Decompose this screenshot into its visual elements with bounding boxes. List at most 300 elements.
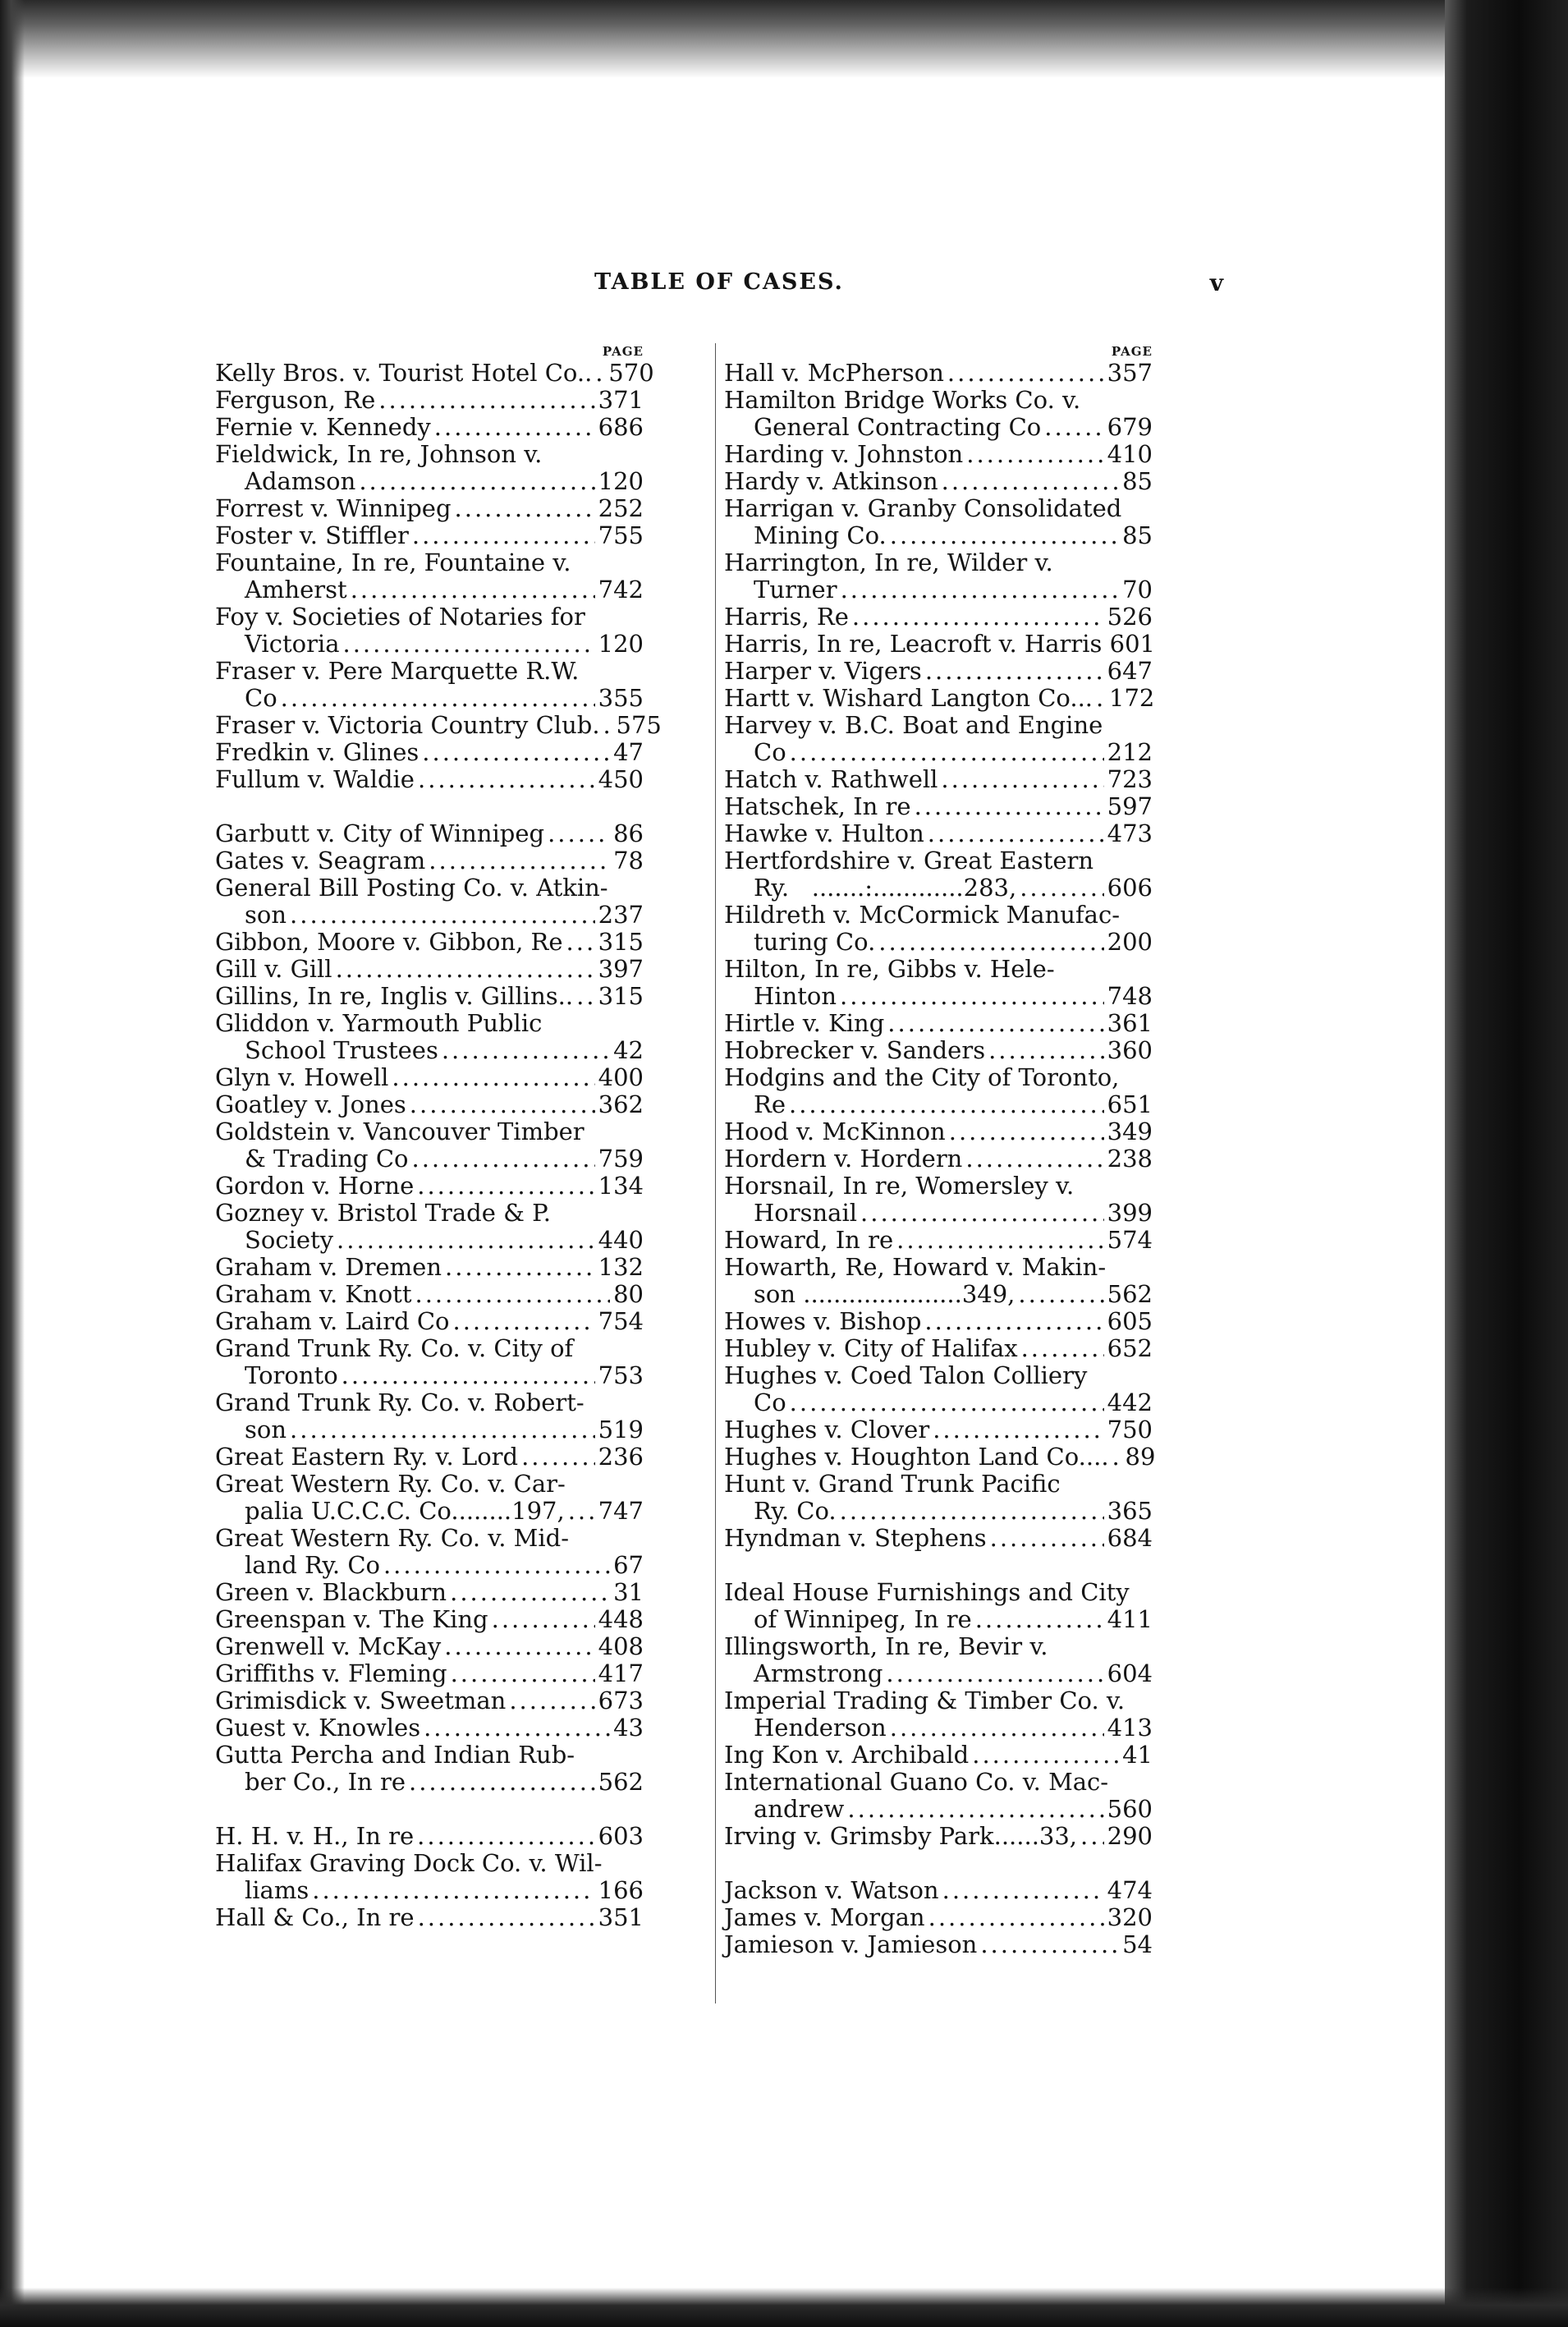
case-entry: [724, 1742, 1153, 1769]
case-name: Foster v. Stiffler: [215, 521, 409, 549]
case-line: [724, 1200, 1153, 1227]
case-line: [215, 739, 644, 766]
dot-leader: [411, 1145, 594, 1173]
case-line: [724, 1037, 1153, 1064]
case-page-number: 575: [616, 711, 662, 739]
case-line: [215, 1606, 644, 1633]
case-entry: [215, 549, 644, 604]
case-line: [215, 1552, 644, 1579]
section-gap: [724, 1850, 1153, 1877]
case-line: [215, 983, 644, 1010]
case-entry: [724, 766, 1153, 793]
dot-leader: [492, 1606, 595, 1633]
case-line: [215, 359, 654, 387]
dot-leader: [1018, 1281, 1103, 1308]
case-line: [215, 1335, 644, 1362]
case-line: [724, 630, 1156, 658]
case-name: Victoria: [245, 630, 340, 658]
case-entry: [724, 1308, 1153, 1335]
dot-leader: [576, 983, 595, 1010]
dot-leader: [878, 929, 1103, 956]
case-page-number: 120: [598, 467, 644, 495]
case-name: Hildreth v. McCormick Manufac-: [724, 901, 1121, 929]
case-name: Graham v. Laird Co: [215, 1307, 450, 1335]
case-line: [724, 983, 1153, 1010]
case-entry: [215, 359, 654, 387]
scan-edge-top: [0, 0, 1568, 78]
case-page-number: 236: [598, 1443, 644, 1471]
case-entry: [724, 495, 1153, 549]
case-entry: [215, 711, 662, 739]
case-name: Griffiths v. Fleming: [215, 1659, 447, 1687]
case-line: [215, 1823, 644, 1850]
dot-leader: [896, 1227, 1104, 1254]
case-entry: [724, 1525, 1153, 1552]
case-line: [724, 1010, 1153, 1037]
case-name: Kelly Bros. v. Tourist Hotel Co..: [215, 359, 593, 387]
case-entry: [215, 1742, 644, 1796]
case-line: [215, 1416, 644, 1443]
case-name: Ry. Co.: [754, 1497, 837, 1525]
case-name: Hughes v. Coed Talon Colliery: [724, 1361, 1088, 1389]
dot-leader: [928, 1904, 1104, 1931]
case-name: Guest v. Knowles: [215, 1714, 421, 1742]
dot-leader: [442, 1037, 610, 1064]
section-gap: [724, 1552, 1153, 1579]
case-name: Ry. .......:............283,: [754, 874, 1017, 902]
case-line: [215, 1091, 644, 1118]
case-page-number: 132: [598, 1253, 644, 1281]
case-name: Howarth, Re, Howard v. Makin-: [724, 1253, 1107, 1281]
case-page-number: 70: [1122, 576, 1153, 604]
case-page-number: 134: [598, 1172, 644, 1200]
case-page-number: 120: [598, 630, 644, 658]
case-entry: [724, 820, 1153, 847]
case-name: Hilton, In re, Gibbs v. Hele-: [724, 955, 1055, 983]
right-column: [724, 343, 1156, 1958]
case-line: [724, 1714, 1153, 1742]
case-entry: [215, 847, 644, 874]
dot-leader: [281, 685, 595, 712]
dot-leader: [966, 441, 1103, 468]
case-line: [215, 766, 644, 793]
dot-leader: [941, 766, 1103, 793]
case-line: [724, 874, 1153, 902]
case-page-number: 400: [598, 1063, 644, 1091]
case-entry: [215, 929, 644, 956]
dot-leader: [566, 929, 595, 956]
column-divider: [715, 343, 716, 2003]
case-page-number: 603: [598, 1822, 644, 1850]
case-entry: [724, 1823, 1153, 1850]
case-name: Fieldwick, In re, Johnson v.: [215, 440, 543, 468]
dot-leader: [915, 793, 1104, 820]
case-line: [215, 1037, 644, 1064]
case-line: [215, 1254, 644, 1281]
section-gap: [215, 793, 644, 820]
case-line: [215, 1362, 644, 1389]
case-page-number: 237: [598, 901, 644, 929]
case-line: [215, 820, 644, 847]
dot-leader: [415, 1281, 611, 1308]
scan-edge-left: [0, 0, 25, 2327]
case-line: [724, 1118, 1153, 1145]
case-line: [215, 1742, 644, 1769]
case-page-number: 43: [613, 1714, 644, 1742]
case-line: [215, 1443, 644, 1471]
case-page-number: 89: [1125, 1443, 1156, 1471]
case-line: [724, 360, 1153, 387]
case-entry: [724, 658, 1153, 685]
case-page-number: 755: [598, 521, 644, 549]
dot-leader: [451, 1660, 595, 1687]
case-name: liams: [245, 1876, 309, 1904]
case-line: [215, 1389, 644, 1416]
case-line: [215, 874, 644, 902]
dot-leader: [509, 1687, 594, 1714]
case-name: Howard, In re: [724, 1226, 894, 1254]
case-line: [724, 1931, 1153, 1958]
case-name: Ideal House Furnishings and City: [724, 1578, 1130, 1606]
case-line: [724, 1525, 1153, 1552]
case-name: Harris, In re, Leacroft v. Harris 601: [724, 630, 1156, 658]
case-line: [215, 658, 644, 685]
case-line: [724, 1769, 1153, 1796]
case-name: turing Co.: [754, 928, 876, 956]
case-name: Gill v. Gill: [215, 955, 332, 983]
case-entry: [724, 441, 1153, 468]
case-line: [215, 468, 644, 495]
case-name: Hatschek, In re: [724, 792, 911, 820]
case-name: Mining Co.: [754, 521, 887, 549]
case-entry: [215, 1471, 644, 1525]
dot-leader: [988, 1037, 1104, 1064]
dot-leader: [947, 360, 1104, 387]
dot-leader: [392, 1064, 594, 1091]
dot-leader: [980, 1931, 1119, 1958]
case-name: Gates v. Seagram: [215, 847, 426, 874]
case-name: H. H. v. H., In re: [215, 1822, 415, 1850]
case-line: [724, 1579, 1153, 1606]
dot-leader: [343, 631, 595, 658]
section-gap: [215, 1796, 644, 1823]
case-entry: [215, 1064, 644, 1091]
case-entry: [724, 468, 1153, 495]
case-line: [724, 1389, 1153, 1416]
dot-leader: [860, 1200, 1104, 1227]
case-line: [215, 414, 644, 441]
case-line: [215, 1227, 644, 1254]
case-name: Horsnail: [754, 1199, 858, 1227]
case-entry: [215, 1091, 644, 1118]
case-line: [215, 685, 644, 712]
case-name: Armstrong: [754, 1659, 883, 1687]
case-name: General Bill Posting Co. v. Atkin-: [215, 874, 608, 902]
case-page-number: 647: [1107, 657, 1153, 685]
case-page-number: 365: [1107, 1497, 1153, 1525]
case-name: son .....................349,: [754, 1280, 1016, 1308]
dot-leader: [424, 1714, 610, 1742]
dot-leader: [342, 1362, 595, 1389]
case-line: [215, 631, 644, 658]
case-page-number: 606: [1107, 874, 1153, 902]
dot-leader: [840, 983, 1104, 1010]
case-entry: [215, 820, 644, 847]
case-line: [724, 766, 1153, 793]
case-page-number: 473: [1107, 819, 1153, 847]
case-line: [724, 468, 1153, 495]
dot-leader: [312, 1877, 594, 1904]
case-name: Harrington, In re, Wilder v.: [724, 548, 1053, 576]
dot-leader: [925, 658, 1104, 685]
case-line: [215, 387, 644, 414]
case-name: Henderson: [754, 1714, 887, 1742]
case-page-number: 397: [598, 955, 644, 983]
case-name: Horsnail, In re, Womersley v.: [724, 1172, 1075, 1200]
case-entry: [724, 1254, 1153, 1308]
case-name: Hardy v. Atkinson: [724, 467, 938, 495]
case-name: Hinton: [754, 982, 837, 1010]
case-name: Hodgins and the City of Toronto,: [724, 1063, 1120, 1091]
case-name: Gordon v. Horne: [215, 1172, 415, 1200]
case-line: [215, 1010, 644, 1037]
case-line: [215, 1877, 644, 1904]
case-line: [215, 1118, 644, 1145]
case-page-number: 679: [1107, 413, 1153, 441]
dot-leader: [417, 1173, 594, 1200]
case-line: [724, 1498, 1153, 1525]
case-entry: [724, 1173, 1153, 1227]
case-name: Co: [754, 1388, 786, 1416]
case-entry: [724, 1010, 1153, 1037]
case-line: [215, 1904, 644, 1931]
dot-leader: [595, 360, 605, 387]
case-entry: [215, 1443, 644, 1471]
case-entry: [724, 1335, 1153, 1362]
case-name: ber Co., In re: [245, 1768, 406, 1796]
dot-leader: [351, 576, 595, 604]
dot-leader: [975, 1606, 1104, 1633]
case-name: Society: [245, 1226, 334, 1254]
dot-leader: [378, 387, 594, 414]
case-entry: [724, 360, 1153, 387]
case-page-number: 85: [1122, 521, 1153, 549]
case-entry: [724, 1416, 1153, 1443]
case-entry: [215, 522, 644, 549]
case-entry: [724, 1362, 1153, 1416]
case-name: Great Western Ry. Co. v. Car-: [215, 1470, 566, 1498]
case-page-number: 417: [598, 1659, 644, 1687]
case-entry: [215, 1118, 644, 1173]
dot-leader: [410, 1091, 595, 1118]
case-name: Hordern v. Hordern: [724, 1145, 963, 1173]
case-name: Forrest v. Winnipeg: [215, 494, 452, 522]
dot-leader: [949, 1118, 1104, 1145]
case-page-number: 85: [1122, 467, 1153, 495]
case-entry: [724, 1227, 1153, 1254]
case-page-number: 351: [598, 1903, 644, 1931]
case-entry: [724, 630, 1156, 658]
case-name: Fredkin v. Glines: [215, 738, 420, 766]
case-name: andrew: [754, 1795, 845, 1823]
case-page-number: 78: [613, 847, 644, 874]
case-entry: [215, 874, 644, 929]
dot-leader: [847, 1796, 1103, 1823]
case-entry: [215, 1850, 644, 1904]
case-name: Hughes v. Houghton Land Co....: [724, 1443, 1109, 1471]
case-line: [724, 1660, 1153, 1687]
case-entry: [215, 1579, 644, 1606]
case-entry: [724, 1037, 1153, 1064]
case-name: Glyn v. Howell: [215, 1063, 389, 1091]
case-name: Hall & Co., In re: [215, 1903, 415, 1931]
case-name: School Trustees: [245, 1036, 438, 1064]
case-name: of Winnipeg, In re: [754, 1605, 972, 1633]
case-name: Goldstein v. Vancouver Timber: [215, 1118, 585, 1145]
dot-leader: [445, 1254, 595, 1281]
case-name: Amherst: [245, 576, 347, 604]
case-page-number: 361: [1107, 1009, 1153, 1037]
dot-leader: [1096, 685, 1106, 712]
case-line: [724, 1796, 1153, 1823]
case-name: Greenspan v. The King: [215, 1605, 488, 1633]
case-name: son: [245, 1416, 287, 1443]
case-entry: [215, 1687, 644, 1714]
case-page-number: 560: [1107, 1795, 1153, 1823]
case-page-number: 355: [598, 684, 644, 712]
case-entry: [215, 956, 644, 983]
case-entry: [724, 1687, 1153, 1742]
case-name: son: [245, 901, 287, 929]
case-entry: [724, 1443, 1156, 1471]
dot-leader: [568, 1498, 595, 1525]
dot-leader: [450, 1579, 610, 1606]
dot-leader: [418, 1904, 595, 1931]
case-page-number: 315: [598, 982, 644, 1010]
case-line: [215, 1714, 644, 1742]
case-entry: [724, 1145, 1153, 1173]
case-entry: [215, 739, 644, 766]
case-line: [724, 1416, 1153, 1443]
case-name: Hirtle v. King: [724, 1009, 885, 1037]
case-line: [215, 711, 662, 739]
case-name: Fountaine, In re, Fountaine v.: [215, 548, 571, 576]
case-name: Harris, Re: [724, 603, 849, 631]
case-name: Foy v. Societies of Notaries for: [215, 603, 585, 631]
dot-leader: [444, 1633, 594, 1660]
dot-leader: [972, 1742, 1119, 1769]
dot-leader: [290, 902, 595, 929]
case-name: land Ry. Co: [245, 1551, 380, 1579]
case-entry: [215, 1606, 644, 1633]
dot-leader: [521, 1443, 595, 1471]
dot-leader: [290, 1416, 595, 1443]
page-column-label: PAGE: [602, 344, 644, 359]
case-line: [215, 576, 644, 604]
dot-leader: [990, 1525, 1104, 1552]
case-name: Grenwell v. McKay: [215, 1632, 442, 1660]
case-entry: [215, 1660, 644, 1687]
case-line: [215, 604, 644, 631]
dot-leader: [942, 1877, 1104, 1904]
case-entry: [215, 387, 644, 414]
case-line: [724, 685, 1153, 712]
case-name: Gibbon, Moore v. Gibbon, Re: [215, 928, 563, 956]
case-page-number: 759: [598, 1145, 644, 1173]
dot-leader: [965, 1145, 1103, 1173]
dot-leader: [942, 468, 1119, 495]
dot-leader: [887, 1010, 1103, 1037]
case-name: Hobrecker v. Sanders: [724, 1036, 986, 1064]
case-page-number: 652: [1107, 1334, 1153, 1362]
case-line: [215, 1498, 644, 1525]
case-page-number: 442: [1107, 1388, 1153, 1416]
dot-leader: [790, 739, 1104, 766]
case-name: Harper v. Vigers: [724, 657, 922, 685]
dot-leader: [417, 1823, 594, 1850]
case-page-number: 753: [598, 1361, 644, 1389]
case-line: [724, 1904, 1153, 1931]
case-name: Hawke v. Hulton: [724, 819, 924, 847]
case-line: [724, 793, 1153, 820]
case-name: Gutta Percha and Indian Rub-: [215, 1741, 575, 1769]
case-name: Co: [754, 738, 786, 766]
case-line: [215, 1850, 644, 1877]
dot-leader: [1044, 414, 1103, 441]
case-line: [724, 1281, 1153, 1308]
case-line: [215, 1687, 644, 1714]
case-page-number: 570: [608, 359, 654, 387]
case-page-number: 172: [1109, 684, 1155, 712]
case-entry: [724, 1064, 1153, 1118]
case-name: Jackson v. Watson: [724, 1876, 939, 1904]
case-line: [215, 522, 644, 549]
case-line: [215, 1660, 644, 1687]
case-entry: [724, 847, 1153, 902]
case-page-number: 371: [598, 386, 644, 414]
case-page-number: 290: [1107, 1822, 1153, 1850]
case-entry: [724, 1633, 1153, 1687]
dot-leader: [548, 820, 610, 847]
case-page-number: 47: [613, 738, 644, 766]
case-page-number: 357: [1107, 359, 1153, 387]
case-page-number: 448: [598, 1605, 644, 1633]
case-line: [215, 1525, 644, 1552]
dot-leader: [359, 468, 594, 495]
case-line: [215, 1064, 644, 1091]
case-page-number: 686: [598, 413, 644, 441]
case-entry: [215, 658, 644, 712]
case-name: Hubley v. City of Halifax: [724, 1334, 1018, 1362]
dot-leader: [429, 847, 610, 874]
dot-leader: [418, 766, 595, 793]
case-name: Gillins, In re, Inglis v. Gillins..: [215, 982, 574, 1010]
case-line: [724, 1064, 1153, 1091]
case-entry: [215, 1308, 644, 1335]
case-entry: [215, 1200, 644, 1254]
case-entry: [215, 1389, 644, 1443]
case-page-number: 562: [1107, 1280, 1153, 1308]
case-name: Hamilton Bridge Works Co. v.: [724, 386, 1081, 414]
case-line: [724, 387, 1153, 414]
case-line: [215, 1769, 644, 1796]
dot-leader: [790, 1389, 1104, 1416]
case-entry: [215, 1281, 644, 1308]
case-page-number: 748: [1107, 982, 1153, 1010]
dot-leader: [603, 712, 613, 739]
case-entry: [215, 441, 644, 495]
case-line: [215, 1579, 644, 1606]
